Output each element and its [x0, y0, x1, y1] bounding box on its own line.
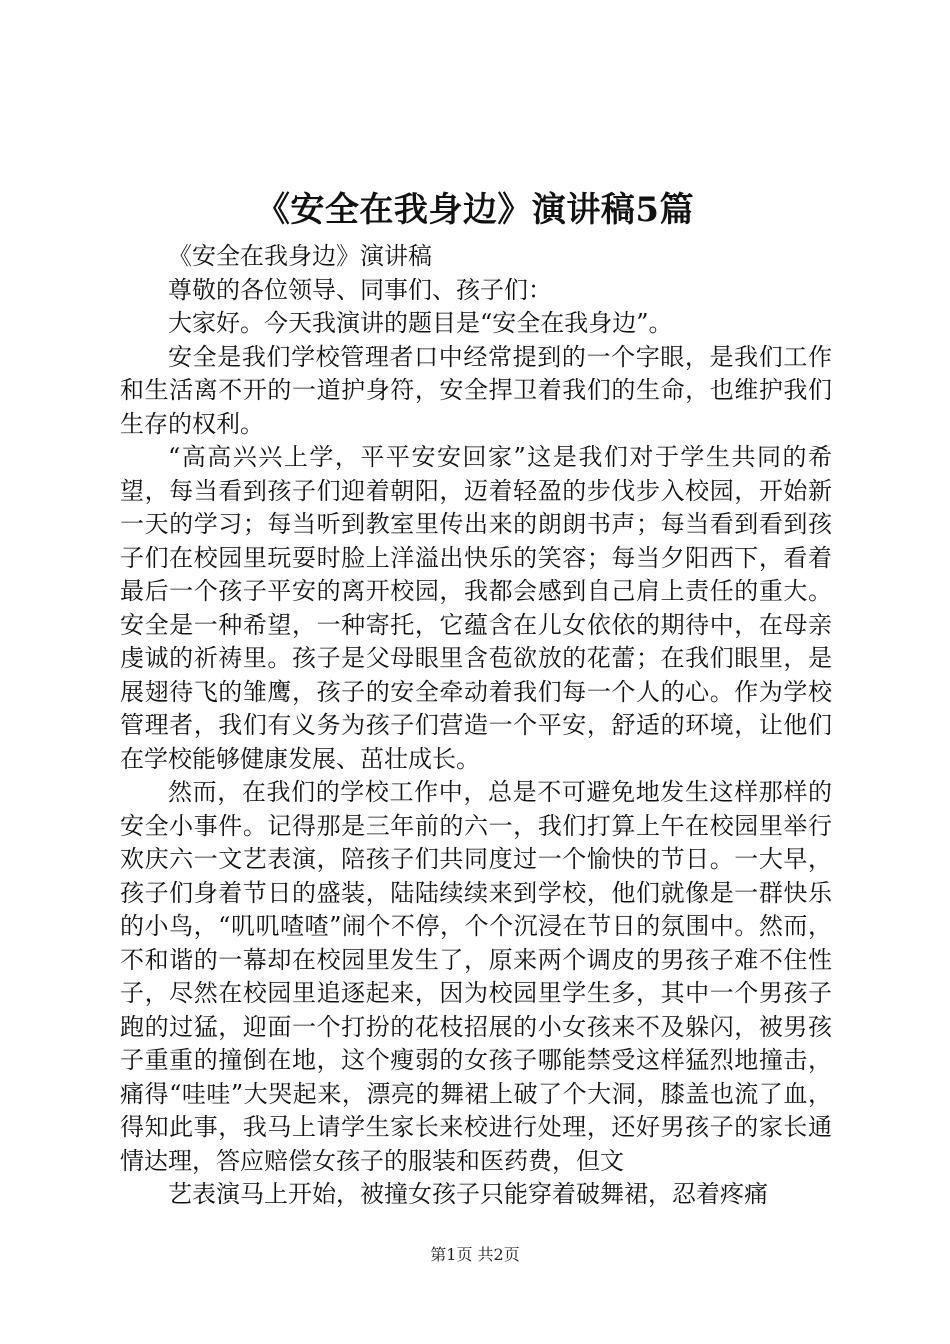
- paragraph-body: 艺表演马上开始，被撞女孩子只能穿着破舞裙，忍着疼痛: [168, 1180, 768, 1208]
- paragraph-salutation: 尊敬的各位领导、同事们、孩子们：: [168, 275, 552, 304]
- document-title: 《安全在我身边》演讲稿5篇: [255, 190, 695, 230]
- paragraph-greeting: 大家好。今天我演讲的题目是“安全在我身边”。: [168, 309, 673, 337]
- paragraph-body: 安全是我们学校管理者口中经常提到的一个字眼，是我们工作和生活离不开的一道护身符，安全捍卫着我们的生命，也维护我们生存的权利。: [120, 342, 832, 438]
- paragraph-body: “高高兴兴上学，平平安安回家”这是我们对于学生共同的希望，每当看到孩子们迎着朝阳，迈着轻盈的步伐步入校园，开始新一天的学习；每当听到教室里传出来的朗朗书声；每当看到看到孩子们在校园里玩耍时脸上洋溢出快乐的笑容；每当夕阳西下，看着最后一个孩子平安的离开校园，我都会感到自己肩上责任的重大。安全是一种希望，一种寄托，它蕴含在儿女依依的期待中，在母亲虔诚的祈祷里。孩子是父母眼里含苞欲放的花蕾；在我们眼里，是展翅待飞的雏鹰，孩子的安全牵动着我们每一个人的心。作为学校管理者，我们有义务为孩子们营造一个平安，舒适的环境，让他们在学校能够健康发展、茁壮成长。: [120, 443, 832, 773]
- document-body: [120, 240, 832, 1212]
- paragraph-body: 然而，在我们的学校工作中，总是不可避免地发生这样那样的安全小事件。记得那是三年前的六一，我们打算上午在校园里举行欢庆六一文艺表演，陪孩子们共同度过一个愉快的节日。一大早，孩子们身着节日的盛装，陆陆续续来到学校，他们就像是一群快乐的小鸟，“叽叽喳喳”闹个不停，个个沉浸在节日的氛围中。然而，不和谐的一幕却在校园里发生了，原来两个调皮的男孩子难不住性子，尽然在校园里追逐起来，因为校园里学生多，其中一个男孩子跑的过猛，迎面一个打扮的花枝招展的小女孩来不及躲闪，被男孩子重重的撞倒在地，这个瘦弱的女孩子哪能禁受这样猛烈地撞击，痛得“哇哇”大哭起来，漂亮的舞裙上破了个大洞，膝盖也流了血，得知此事，我马上请学生家长来校进行处理，还好男孩子的家长通情达理，答应赔偿女孩子的服装和医药费，但文: [120, 778, 832, 1175]
- page-number-footer: 第1页 共2页: [430, 1245, 520, 1264]
- paragraph-subtitle: 《安全在我身边》演讲稿: [168, 242, 432, 270]
